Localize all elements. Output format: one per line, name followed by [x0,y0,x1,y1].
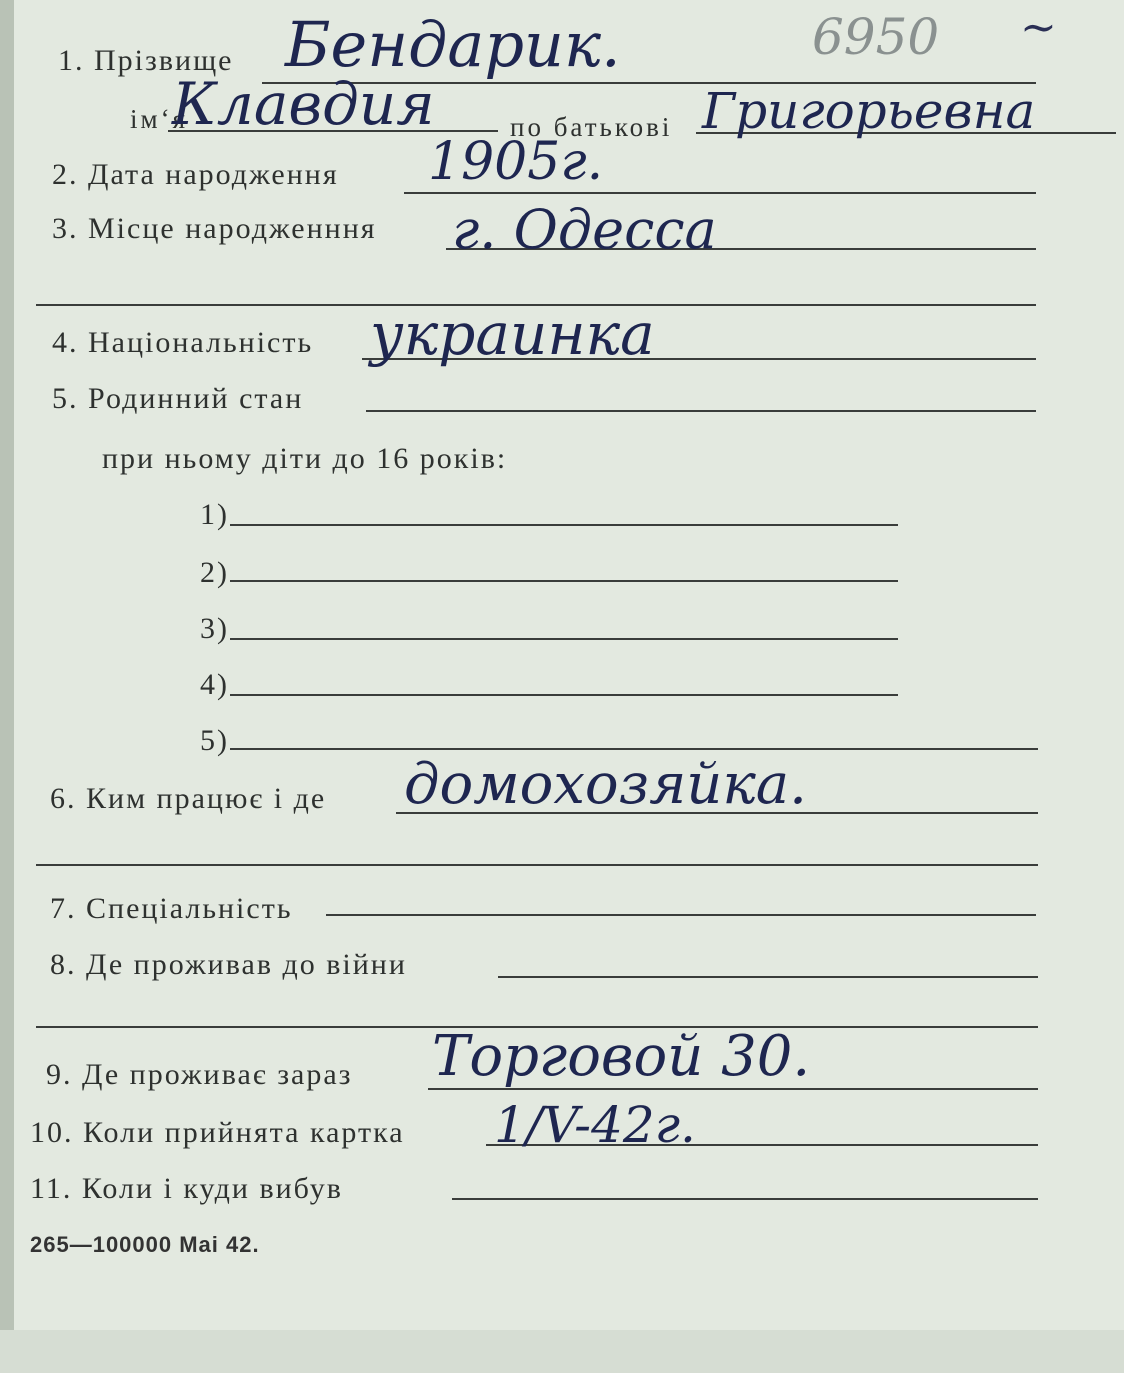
occupation-label: 6. Ким працює і де [50,782,327,815]
specialty-line [326,914,1036,916]
patronymic-label: по батькові [510,112,673,142]
birth-date-line [404,192,1036,194]
children-label: при ньому діти до 16 років: [102,442,508,475]
specialty-label: 7. Спеціальність [50,892,293,925]
marital-status-line [366,410,1036,412]
surname-label: 1. Прізвище [58,44,234,77]
child-2-line [230,580,898,582]
child-3-line [230,638,898,640]
nationality-label: 4. Національність [52,326,314,359]
birth-date-value: 1905г. [428,132,604,192]
card-date-label: 10. Коли прийнята картка [30,1116,405,1149]
occupation-value: домохозяйка. [404,752,807,817]
birth-date-label: 2. Дата народження [52,158,339,191]
child-1-label: 1) [200,498,229,531]
child-4-label: 4) [200,668,229,701]
child-5-line [230,748,1038,750]
prewar-residence-label: 8. Де проживав до війни [50,948,407,981]
surname-value: Бендарик. [285,8,621,81]
current-address-value: Торговой 30. [432,1024,811,1089]
child-2-label: 2) [200,556,229,589]
print-run-footer: 265—100000 Mai 42. [30,1232,260,1257]
name-value: Клавдия [172,70,435,138]
birth-place-label: 3. Місце народженння [52,212,377,245]
nationality-value: украинка [370,300,655,368]
patronymic-value: Григорьевна [702,82,1036,140]
child-4-line [230,694,898,696]
card-date-value: 1/V-42г. [494,1096,696,1154]
registration-number: 6950 [812,8,940,66]
card-edge [0,0,14,1373]
birth-place-value: г. Одесса [452,198,717,261]
occupation-line-2 [36,864,1038,866]
departure-line [452,1198,1038,1200]
departure-label: 11. Коли і куди вибув [30,1172,343,1205]
child-5-label: 5) [200,724,229,757]
card-bottom-edge [0,1330,1124,1373]
corner-mark: ~ [1020,2,1057,53]
marital-status-label: 5. Родинний стан [52,382,304,415]
current-address-label: 9. Де проживає зараз [46,1058,353,1091]
name-label: ім‘я [130,104,188,134]
child-3-label: 3) [200,612,229,645]
child-1-line [230,524,898,526]
prewar-residence-line [498,976,1038,978]
